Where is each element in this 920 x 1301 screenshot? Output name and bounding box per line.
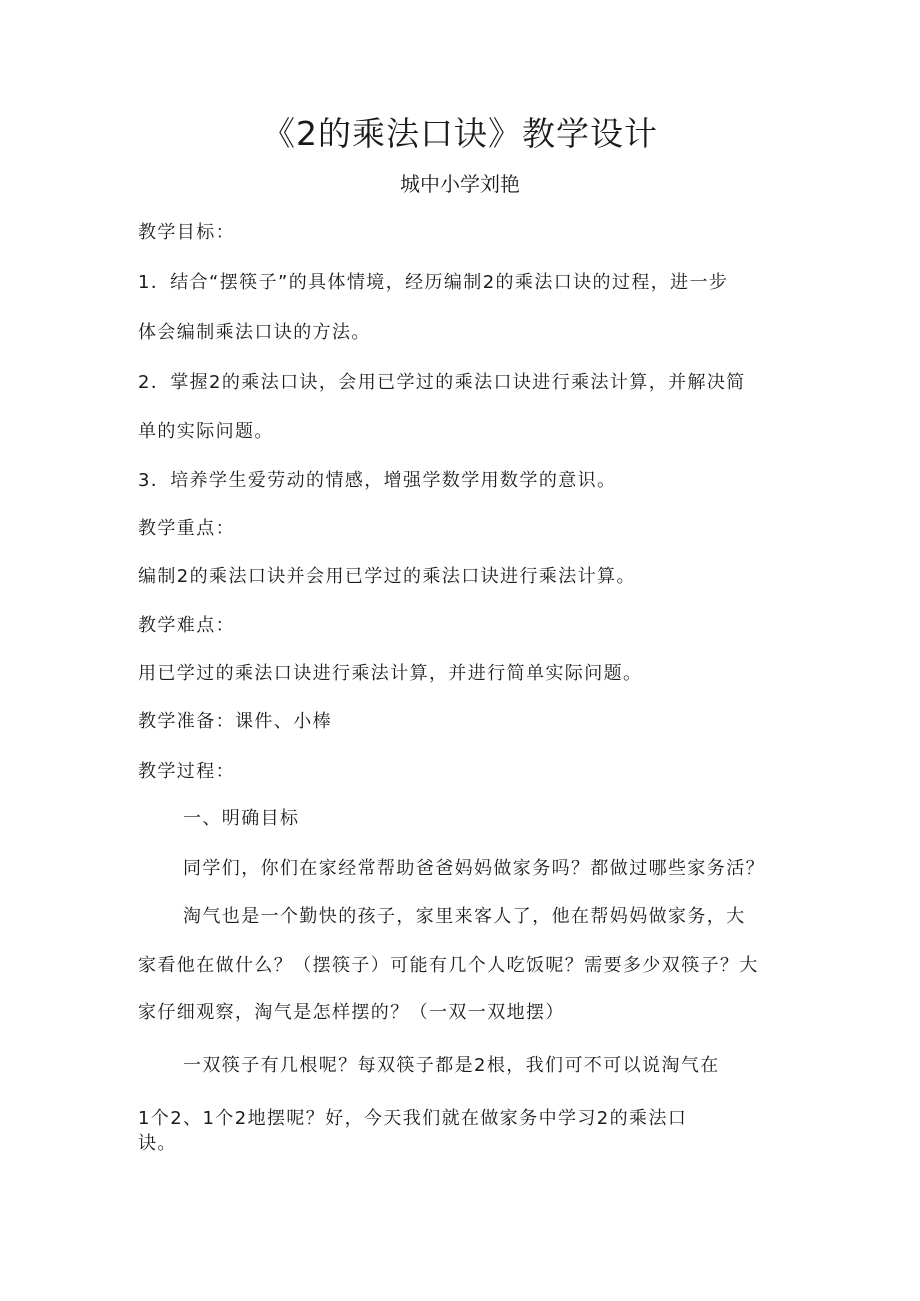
preparation-text: 教学准备：课件、小棒 — [138, 711, 332, 732]
objective-2-line-2: 单的实际问题。 — [138, 421, 274, 442]
section-heading-difficulties: 教学难点： — [138, 615, 235, 636]
section-heading-key-points: 教学重点： — [138, 518, 235, 539]
section-heading-process: 教学过程： — [138, 761, 235, 782]
paragraph-3-line-1: 一双筷子有几根呢？每双筷子都是2根，我们可不可以说淘气在 — [183, 1055, 720, 1076]
key-points-text: 编制2的乘法口诀并会用已学过的乘法口诀进行乘法计算。 — [138, 566, 636, 587]
document-title: 《2的乘法口诀》教学设计 — [262, 114, 658, 153]
paragraph-2-line-3: 家仔细观察，淘气是怎样摆的？（一双一双地摆） — [138, 1002, 565, 1023]
paragraph-3-line-2: 1个2、1个2地摆呢？好，今天我们就在做家务中学习2的乘法口 — [138, 1108, 688, 1129]
objective-1-line-2: 体会编制乘法口诀的方法。 — [138, 322, 371, 343]
paragraph-1: 同学们，你们在家经常帮助爸爸妈妈做家务吗？都做过哪些家务活？ — [183, 858, 765, 879]
process-step-1-heading: 一、明确目标 — [183, 808, 300, 829]
section-heading-objectives: 教学目标： — [138, 222, 235, 243]
paragraph-2-line-2: 家看他在做什么？（摆筷子）可能有几个人吃饭呢？需要多少双筷子？大 — [138, 955, 759, 976]
paragraph-2-line-1: 淘气也是一个勤快的孩子，家里来客人了，他在帮妈妈做家务，大 — [183, 906, 746, 927]
objective-3: 3．培养学生爱劳动的情感，增强学数学用数学的意识。 — [138, 470, 617, 491]
document-author: 城中小学刘艳 — [400, 172, 520, 196]
paragraph-3-line-3: 诀。 — [138, 1133, 177, 1154]
difficulties-text: 用已学过的乘法口诀进行乘法计算，并进行简单实际问题。 — [138, 663, 643, 684]
objective-2-line-1: 2．掌握2的乘法口诀，会用已学过的乘法口诀进行乘法计算，并解决简 — [138, 372, 746, 393]
objective-1-line-1: 1．结合“摆筷子”的具体情境，经历编制2的乘法口诀的过程，进一步 — [138, 272, 729, 293]
